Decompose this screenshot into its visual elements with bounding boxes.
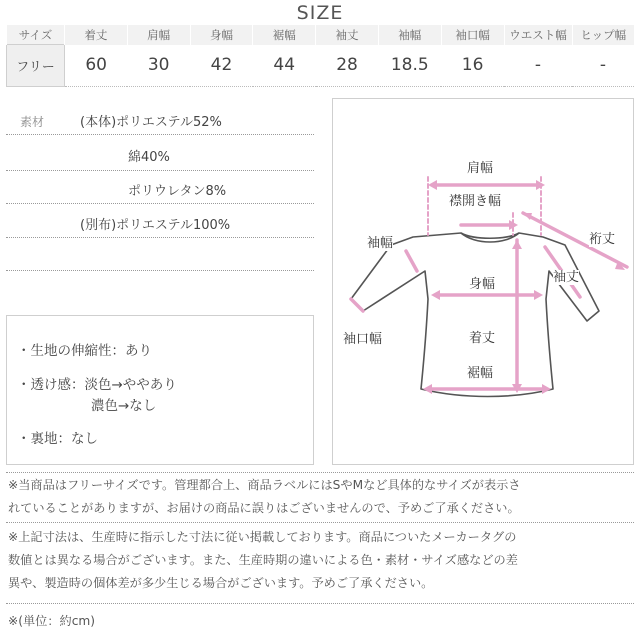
header-waist: ウエスト幅 bbox=[504, 25, 572, 45]
divider bbox=[6, 134, 314, 135]
hem-value: 44 bbox=[253, 45, 316, 87]
stretch-text: ・生地の伸縮性：あり bbox=[17, 343, 152, 359]
size-free-cell: フリー bbox=[7, 45, 65, 87]
header-cuff: 袖口幅 bbox=[441, 25, 504, 45]
label-length: 着丈 bbox=[469, 331, 496, 346]
material-label: 素材 bbox=[20, 115, 45, 129]
label-neck: 襟開き幅 bbox=[449, 194, 502, 209]
waist-value: - bbox=[504, 45, 572, 87]
chest-value: 42 bbox=[190, 45, 253, 87]
label-yuki: 裄丈 bbox=[589, 232, 616, 247]
sleeve-width-measure-line bbox=[406, 251, 417, 271]
note-line: ※当商品はフリーサイズです。管理都合上、商品ラベルにはSやMなど具体的なサイズが表示さ bbox=[8, 478, 521, 492]
divider bbox=[6, 203, 314, 204]
fabric-properties-box bbox=[6, 315, 314, 465]
divider bbox=[6, 237, 314, 238]
header-sleeve-width: 袖幅 bbox=[378, 25, 441, 45]
sleeve-length-value: 28 bbox=[316, 45, 379, 87]
material-row-1 bbox=[6, 111, 314, 131]
label-shoulder: 肩幅 bbox=[467, 161, 494, 176]
divider bbox=[6, 472, 634, 473]
size-table bbox=[6, 25, 634, 87]
material-row-4 bbox=[6, 214, 314, 234]
header-sleeve-length: 袖丈 bbox=[316, 25, 379, 45]
label-cuff: 袖口幅 bbox=[343, 332, 383, 347]
note-line: 数値とは異なる場合がございます。また、生産時期の違いによる色・素材・サイズ感などの差 bbox=[8, 553, 518, 567]
unit-note: ※(単位：約cm) bbox=[8, 614, 96, 628]
divider bbox=[6, 603, 634, 604]
hip-value: - bbox=[572, 45, 634, 87]
sheer-text-dark: 濃色→なし bbox=[91, 398, 157, 414]
note-line: ※上記寸法は、生産時に指示した寸法に従い掲載しております。商品についたメーカータグの bbox=[8, 530, 517, 544]
material-line: ポリウレタン8% bbox=[128, 184, 227, 199]
label-chest: 身幅 bbox=[469, 277, 496, 292]
label-sleeve-width: 袖幅 bbox=[367, 236, 394, 251]
header-hip: ヒップ幅 bbox=[572, 25, 634, 45]
sleeve-width-value: 18.5 bbox=[378, 45, 441, 87]
cuff-measure-line bbox=[351, 299, 363, 311]
header-chest: 身幅 bbox=[190, 25, 253, 45]
lining-text: ・裏地：なし bbox=[17, 431, 98, 447]
label-sleeve-length: 袖丈 bbox=[553, 270, 580, 285]
note-line: れていることがありますが、お届けの商品に誤りはございませんので、予めご了承ください。 bbox=[8, 501, 520, 515]
cuff-value: 16 bbox=[441, 45, 504, 87]
divider bbox=[6, 522, 634, 523]
measurement-diagram bbox=[332, 98, 634, 465]
material-line: (別布)ポリエステル100% bbox=[80, 218, 231, 233]
material-row-2 bbox=[6, 146, 314, 166]
divider bbox=[6, 170, 314, 171]
header-size: サイズ bbox=[7, 25, 65, 45]
note-measurement bbox=[8, 526, 632, 595]
material-line: 綿40% bbox=[128, 150, 170, 165]
sheer-text: ・透け感：淡色→ややあり bbox=[17, 377, 177, 393]
size-table-header-row bbox=[7, 25, 635, 45]
divider bbox=[6, 270, 314, 271]
material-row-3 bbox=[6, 180, 314, 200]
label-hem: 裾幅 bbox=[467, 366, 494, 381]
neckline bbox=[461, 233, 519, 238]
note-line: 異や、製造時の個体差が多少生じる場合がございます。予めご了承ください。 bbox=[8, 576, 434, 590]
length-value: 60 bbox=[65, 45, 128, 87]
table-row bbox=[7, 45, 635, 87]
header-hem: 裾幅 bbox=[253, 25, 316, 45]
size-title: SIZE bbox=[296, 2, 344, 24]
note-free-size bbox=[8, 474, 632, 520]
material-line: (本体)ポリエステル52% bbox=[80, 115, 222, 130]
header-length: 着丈 bbox=[65, 25, 128, 45]
shoulder-value: 30 bbox=[127, 45, 190, 87]
header-shoulder: 肩幅 bbox=[127, 25, 190, 45]
